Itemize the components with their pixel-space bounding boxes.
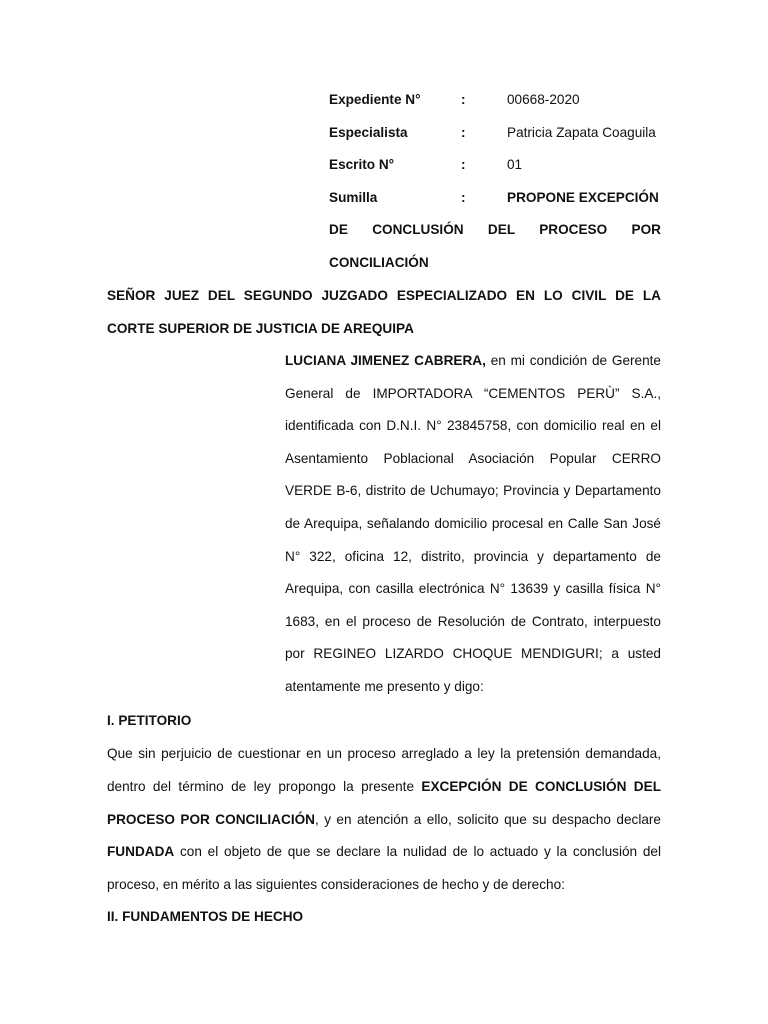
case-header — [329, 87, 661, 280]
header-row-sumilla — [329, 185, 661, 218]
section-title-fundamentos: II. FUNDAMENTOS DE HECHO — [107, 909, 304, 924]
sumilla-line: CONCILIACIÓN — [329, 254, 429, 270]
header-colon: : — [461, 190, 466, 206]
header-colon: : — [461, 92, 466, 107]
header-value: 01 — [507, 157, 523, 173]
header-row-expediente — [329, 87, 661, 120]
petitorio-bold: FUNDADA — [107, 844, 175, 860]
addressee-line: CORTE SUPERIOR DE JUSTICIA DE AREQUIPA — [107, 320, 414, 336]
header-label: Expediente N° — [329, 92, 421, 107]
section-title-petitorio: I. PETITORIO — [107, 713, 192, 728]
header-value: 00668-2020 — [507, 92, 580, 107]
header-label: Escrito N° — [329, 157, 395, 173]
petitorio-bold: EXCEPCIÓN DE CONCLUSIÓN DEL PROCESO POR CONCILIACIÓN — [107, 778, 661, 827]
petitorio-text: Que sin perjuicio de cuestionar en un proceso arreglado a ley la pretensión demandada, dentro del término de ley propongo la presente — [107, 746, 661, 794]
petitorio-paragraph — [107, 738, 661, 902]
header-row-escrito — [329, 152, 661, 185]
header-value: Patricia Zapata Coaguila — [507, 124, 656, 140]
header-label: Especialista — [329, 124, 408, 140]
petitioner-name: LUCIANA JIMENEZ CABRERA, — [285, 353, 486, 368]
intro-paragraph — [285, 345, 661, 704]
addressee — [107, 280, 661, 345]
addressee-line: SEÑOR JUEZ DEL SEGUNDO JUZGADO ESPECIALIZADO EN LO CIVIL DE LA — [107, 288, 661, 303]
header-value: PROPONE EXCEPCIÓN — [507, 190, 659, 206]
sumilla-line: DE CONCLUSIÓN DEL PROCESO POR — [329, 222, 661, 238]
header-colon: : — [461, 157, 466, 173]
intro-text: en mi condición de Gerente General de IMPORTADORA “CEMENTOS PERÙ” S.A., identificada con D.N.I. N° 23845758, con domicilio real en el Asentamiento Poblacional Asociación Popular CERRO VERDE B-6, distrito de Uchumayo; Provincia y Departamento de Arequipa, señalando domicilio procesal en Calle San José N° 322, oficina 12, distrito, provincia y departamento de Arequipa, con casilla electrónica N° 13639 y casilla física N° 1683, en el proceso de Resolución de Contrato, interpuesto por REGINEO LIZARDO CHOQUE MENDIGURI; a usted atentamente me presento y digo: — [285, 353, 661, 694]
header-label: Sumilla — [329, 190, 378, 206]
header-colon: : — [461, 124, 466, 140]
petitorio-text: , y en atención a ello, solicito que su despacho declare — [314, 811, 661, 827]
header-row-especialista — [329, 120, 661, 153]
petitorio-text: con el objeto de que se declare la nulidad de lo actuado y la conclusión del proceso, en mérito a las siguientes consideraciones de hecho y de derecho: — [107, 844, 661, 893]
sumilla-continuation — [329, 214, 661, 279]
